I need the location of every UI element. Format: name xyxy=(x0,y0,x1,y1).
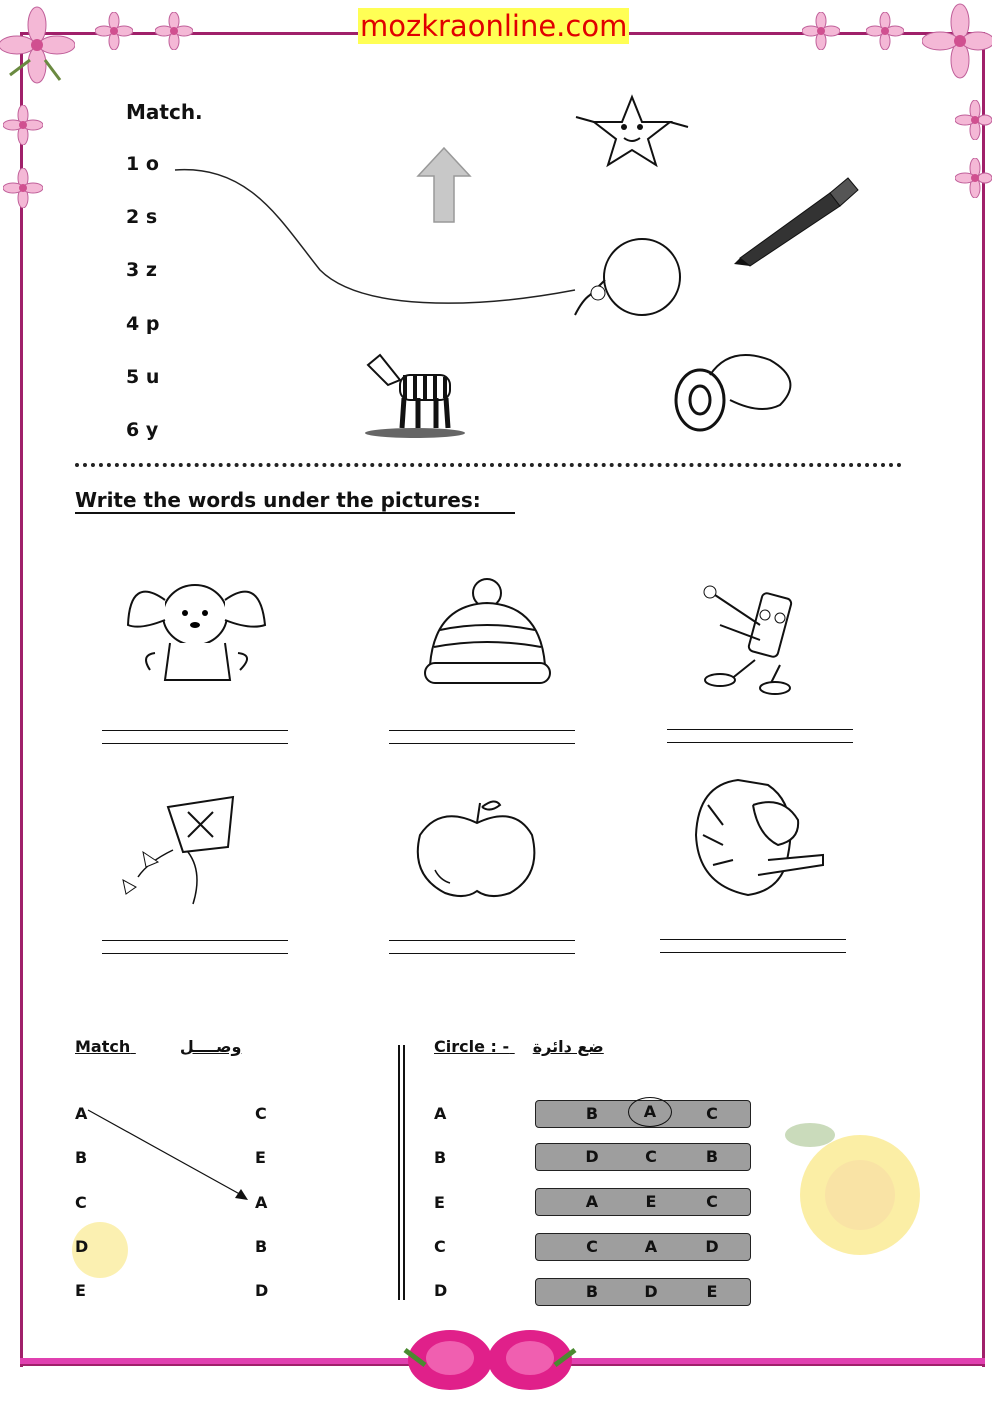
match-arrow xyxy=(85,1105,255,1205)
answer-line[interactable] xyxy=(667,729,853,743)
options-box xyxy=(535,1278,751,1306)
letter-match-title-ar: وصــــل xyxy=(179,1037,242,1056)
flower-corner-top-left-icon xyxy=(0,5,75,90)
rose-watermark-icon xyxy=(770,1095,950,1295)
option[interactable]: B xyxy=(705,1147,719,1166)
roses-bottom-icon xyxy=(400,1325,580,1397)
option[interactable]: C xyxy=(586,1237,598,1256)
vertical-divider xyxy=(398,1045,405,1300)
lion-icon xyxy=(688,775,828,905)
answer-line[interactable] xyxy=(389,940,575,954)
options-box xyxy=(535,1100,751,1128)
write-title: Write the words under the pictures: xyxy=(75,488,515,514)
flower-left-2-icon xyxy=(3,168,43,208)
flower-right-1-icon xyxy=(955,100,992,140)
flower-top-3-icon xyxy=(802,12,840,50)
option-circled[interactable]: A xyxy=(628,1097,672,1127)
hat-icon xyxy=(420,575,555,690)
left-letter: D xyxy=(75,1237,89,1256)
match-item: 5 u xyxy=(126,366,160,388)
option[interactable]: E xyxy=(706,1282,718,1301)
star-icon xyxy=(572,92,692,172)
circle-row-letter: D xyxy=(434,1281,448,1300)
letter-match-title-en: Match xyxy=(75,1037,131,1056)
right-letter: E xyxy=(255,1148,266,1167)
answer-line[interactable] xyxy=(660,939,846,953)
answer-line[interactable] xyxy=(389,730,575,744)
match-item: 2 s xyxy=(126,206,158,228)
circle-title xyxy=(434,1037,604,1056)
option[interactable]: B xyxy=(585,1282,599,1301)
options-box xyxy=(535,1188,751,1216)
answer-line[interactable] xyxy=(102,730,288,744)
match-item: 6 y xyxy=(126,419,159,441)
pencil-man-icon xyxy=(690,580,815,695)
option[interactable]: D xyxy=(644,1282,658,1301)
right-letter: D xyxy=(255,1281,269,1300)
left-letter: C xyxy=(75,1193,87,1212)
page-frame-left xyxy=(20,32,23,1367)
circle-row-letter: C xyxy=(434,1237,446,1256)
left-letter: A xyxy=(75,1104,88,1123)
option[interactable]: D xyxy=(585,1147,599,1166)
match-item: 1 o xyxy=(126,153,159,175)
flower-top-1-icon xyxy=(95,12,133,50)
letter-match-title xyxy=(75,1037,241,1056)
option[interactable]: C xyxy=(645,1147,657,1166)
options-box xyxy=(535,1233,751,1261)
option[interactable]: B xyxy=(585,1104,599,1123)
pen-icon xyxy=(730,168,865,268)
option[interactable]: C xyxy=(706,1192,718,1211)
right-letter: C xyxy=(255,1104,267,1123)
section-divider xyxy=(75,463,902,467)
right-letter: B xyxy=(255,1237,268,1256)
left-letter: B xyxy=(75,1148,88,1167)
orange-icon xyxy=(570,235,685,320)
match-title: Match. xyxy=(126,100,203,124)
option[interactable]: A xyxy=(585,1192,599,1211)
zebra-icon xyxy=(360,340,470,440)
answer-line[interactable] xyxy=(102,940,288,954)
site-name: mozkraonline.com xyxy=(360,9,628,43)
flower-top-2-icon xyxy=(155,12,193,50)
option[interactable]: C xyxy=(706,1104,718,1123)
option[interactable]: E xyxy=(645,1192,657,1211)
right-letter: A xyxy=(255,1193,268,1212)
dog-icon xyxy=(120,575,275,685)
options-box xyxy=(535,1143,751,1171)
page-frame-right xyxy=(982,32,985,1367)
circle-row-letter: A xyxy=(434,1104,447,1123)
flower-left-1-icon xyxy=(3,105,43,145)
option[interactable]: D xyxy=(705,1237,719,1256)
flower-right-2-icon xyxy=(955,158,992,198)
flower-corner-top-right-icon xyxy=(922,2,992,82)
match-item: 3 z xyxy=(126,259,157,281)
yoyo-icon xyxy=(670,345,805,435)
apple-icon xyxy=(410,795,545,900)
rose-small-watermark-icon xyxy=(60,1210,140,1290)
option[interactable]: A xyxy=(644,1237,658,1256)
circle-row-letter: E xyxy=(434,1193,445,1212)
circle-title-ar: ضع دائرة xyxy=(532,1037,604,1056)
match-example-line xyxy=(170,160,590,320)
match-item: 4 p xyxy=(126,313,160,335)
up-arrow-icon xyxy=(416,146,472,226)
kite-icon xyxy=(118,792,243,912)
circle-title-en: Circle : - xyxy=(434,1037,510,1056)
flower-top-4-icon xyxy=(866,12,904,50)
left-letter: E xyxy=(75,1281,86,1300)
circle-row-letter: B xyxy=(434,1148,447,1167)
